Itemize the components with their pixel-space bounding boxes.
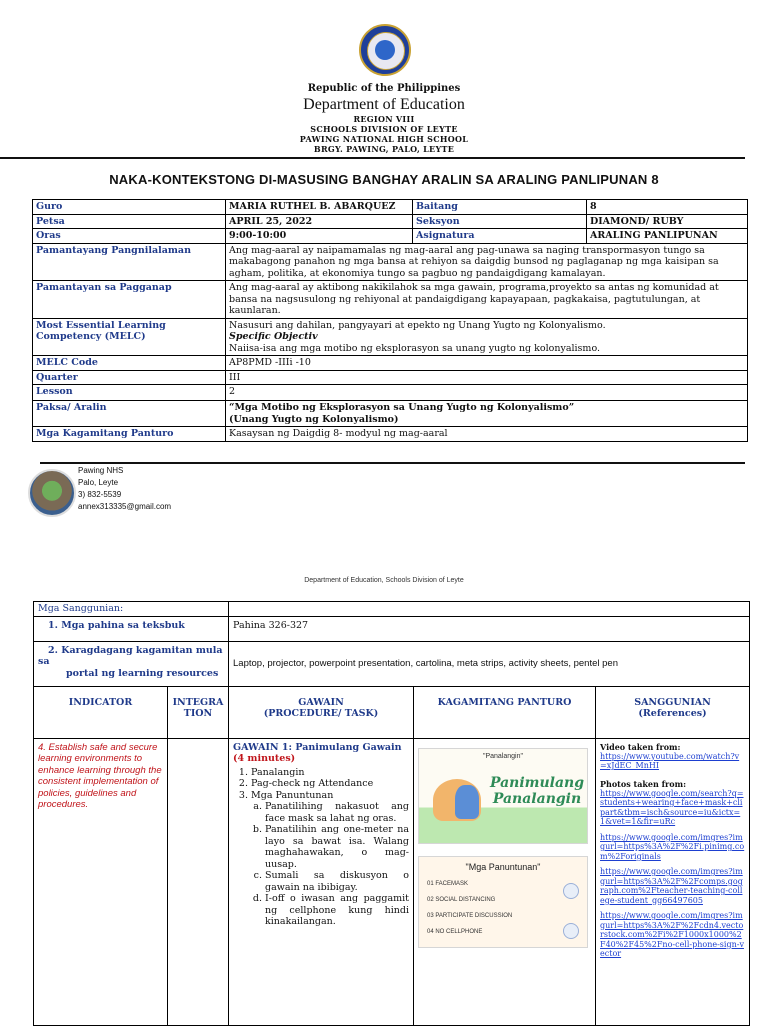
- footer-school: Pawing NHS: [78, 466, 124, 475]
- sanggunian-cell: [596, 738, 750, 1025]
- melc-label: Most Essential Learning Competency (MELC): [33, 318, 226, 356]
- panuntunan-row-4: 04 NO CELLPHONE: [427, 929, 483, 935]
- sanggunian-empty: [229, 602, 750, 617]
- paksa-value-subtitle: (Unang Yugto ng Kolonyalismo): [229, 413, 399, 425]
- indicator-cell: [34, 738, 168, 1025]
- additional-materials-line1: 2. Karagdagang kagamitan mula: [48, 644, 223, 656]
- additional-materials-value: Laptop, projector, powerpoint presentation, cartolina, meta strips, activity sheets, pentel pen: [229, 641, 750, 686]
- panuntunan-row-2: 02 SOCIAL DISTANCING: [427, 897, 496, 903]
- rule-a: a. Panatilihing nakasuot ang face mask sa lahat ng oras.: [265, 801, 409, 824]
- paksa-cell: [226, 401, 748, 427]
- col-indicator: INDICATOR: [34, 686, 168, 738]
- footer-contact: [78, 465, 171, 513]
- footer-email: annex313335@gmail.com: [78, 502, 172, 511]
- panalangin-slide-image: [418, 748, 588, 844]
- lesson-label: Lesson: [33, 385, 226, 401]
- photo-link-2[interactable]: https://www.google.com/imgres?imgurl=https%3A%2F%2Fi.pinimg.com%2Foriginals: [600, 832, 745, 861]
- document-title: NAKA-KONTEKSTONG DI-MASUSING BANGHAY ARALIN SA ARALING PANLIPUNAN 8: [109, 172, 659, 187]
- sanggunian-label: Mga Sanggunian:: [34, 602, 229, 617]
- panuntunan-row-3: 03 PARTICIPATE DISCUSSION: [427, 913, 513, 919]
- lesson-info-table: [32, 199, 748, 442]
- col-integration: INTEGRA TION: [168, 686, 229, 738]
- additional-materials-label: [34, 641, 229, 686]
- praying-child-illustration-2: [455, 785, 479, 819]
- video-label: Video taken from:: [600, 741, 681, 752]
- pagganap-label: Pamantayan sa Pagganap: [33, 281, 226, 319]
- photo-link-1[interactable]: https://www.google.com/search?q=students+wearing+face+mask+clipart&tbm=isch&source=iu&ictx=1&vet=1&fir=uRc: [600, 788, 744, 826]
- indicator-text: 4. Establish safe and secure learning environments to enhance learning through the consistent implementation of policies, guidelines and procedures.: [38, 741, 162, 810]
- header-divider: [0, 157, 745, 159]
- step-panalangin-text: Panalangin: [251, 766, 305, 778]
- gawain-cell: [229, 738, 414, 1025]
- col-gawain-title: GAWAIN: [298, 696, 344, 708]
- oras-label: Oras: [33, 229, 226, 244]
- additional-materials-line2: sa: [38, 656, 50, 667]
- header-division: SCHOOLS DIVISION OF LEYTE: [310, 124, 458, 134]
- melc-cell: [226, 318, 748, 356]
- kagamitan-label: Mga Kagamitang Panturo: [33, 427, 226, 442]
- header-department: Department of Education: [303, 96, 465, 113]
- petsa-value: APRIL 25, 2022: [226, 214, 413, 229]
- col-sanggunian: [596, 686, 750, 738]
- guro-value: MARIA RUTHEL B. ABARQUEZ: [226, 200, 413, 215]
- header-address: BRGY. PAWING, PALO, LEYTE: [313, 144, 455, 154]
- no-cellphone-icon: [563, 923, 579, 939]
- seksyon-label: Seksyon: [413, 214, 587, 229]
- melc-code-label: MELC Code: [33, 356, 226, 371]
- additional-materials-line3: portal ng learning resources: [66, 667, 219, 679]
- panuntunan-list: [251, 801, 409, 928]
- col-gawain: [229, 686, 414, 738]
- mask-icon: [563, 883, 579, 899]
- asignatura-value: ARALING PANLIPUNAN: [587, 229, 748, 244]
- rule-b: b. Panatilihin ang one-meter na layo sa bawat isa. Walang maghahawakan, o mag-uusap.: [265, 824, 409, 870]
- col-sanggunian-title: SANGGUNIAN: [634, 696, 711, 708]
- specific-objective-label: Specific Objectiv: [229, 331, 318, 342]
- step-attendance: [251, 778, 409, 790]
- baitang-value: 8: [587, 200, 748, 215]
- asignatura-label: Asignatura: [413, 229, 587, 244]
- header-republic: Republic of the Philippines: [307, 83, 461, 94]
- textbook-pages-value: Pahina 326-327: [229, 616, 750, 641]
- quarter-value: III: [226, 370, 748, 385]
- step-panalangin: [251, 767, 409, 779]
- photo-link-4[interactable]: https://www.google.com/imgres?imgurl=https%3A%2F%2Fcdn4.vectorstock.com%2Fi%2F1000x1000%2F40%2F45%2Fno-cell-phone-sign-vector: [600, 911, 744, 958]
- quarter-label: Quarter: [33, 370, 226, 385]
- video-link[interactable]: https://www.youtube.com/watch?v=xJdEC_MnHI: [600, 751, 740, 770]
- oras-value: 9:00-10:00: [226, 229, 413, 244]
- step-panuntunan: [251, 790, 409, 928]
- kagamitan-value: Kasaysan ng Daigdig 8- modyul ng mag-aaral: [226, 427, 748, 442]
- footer-phone: 3) 832-5539: [78, 490, 122, 499]
- pagganap-value: Ang mag-aaral ay aktibong nakikilahok sa mga gawain, programa,proyekto sa antas ng komunidad at bansa na nagsusulong ng rehiyonal at pandaigdigang kapayapaan, pagkakaisa, pagtutulungan, at kaunlaran.: [226, 281, 748, 319]
- panuntunan-slide-caption: "Mga Panuntunan": [465, 862, 541, 872]
- pangnilalaman-value: Ang mag-aaral ay naipamamalas ng mag-aaral ang pag-unawa sa naging transpormasyon tungo sa makabagong panahon ng mga bansa at rehiyon sa daigdig bunsod ng paglaganap ng mga kaisipan sa agham, politika, at ekonomiya tungo sa pagbuo ng pandaigdigang kamalayan.: [226, 243, 748, 281]
- school-logo: [28, 469, 76, 517]
- textbook-pages-label: 1. Mga pahina sa teksbuk: [34, 616, 229, 641]
- footer-divider: [40, 462, 745, 464]
- panuntunan-slide-image: [418, 856, 588, 948]
- step-panuntunan-text: Mga Panuntunan: [251, 789, 334, 801]
- petsa-label: Petsa: [33, 214, 226, 229]
- panalangin-slide-title: Panimulang Panalangin: [489, 775, 585, 807]
- col-kagamitan: KAGAMITANG PANTURO: [414, 686, 596, 738]
- gawain-steps: [233, 767, 409, 928]
- gawain-time: (4 minutes): [233, 753, 296, 764]
- panalangin-slide-caption: "Panalangin": [482, 753, 523, 760]
- step-attendance-text: Pag-check ng Attendance: [251, 778, 374, 789]
- photo-link-3[interactable]: https://www.google.com/imgres?imgurl=https%3A%2F%2Fcomps.gograph.com%2Fteacher-teaching-college-student_gg66497605: [600, 867, 743, 905]
- header-region: REGION VIII: [353, 114, 415, 124]
- pangnilalaman-label: Pamantayang Pangnilalaman: [33, 243, 226, 281]
- col-sanggunian-sub: (References): [638, 708, 707, 719]
- header-school: PAWING NATIONAL HIGH SCHOOL: [299, 134, 469, 144]
- photos-label: Photos taken from:: [600, 778, 687, 789]
- lesson-value: 2: [226, 385, 748, 401]
- footer-caption: Department of Education, Schools Division of Leyte: [304, 577, 464, 584]
- melc-code-value: AP8PMD -IIIi -10: [226, 356, 748, 371]
- footer-place: Palo, Leyte: [78, 478, 119, 487]
- rule-d: d. I-off o iwasan ang paggamit ng cellphone kung hindi kinakailangan.: [265, 893, 409, 928]
- lesson-plan-table: [33, 601, 750, 1026]
- deped-seal-logo: [359, 24, 411, 76]
- paksa-value-title: “Mga Motibo ng Eksplorasyon sa Unang Yugto ng Kolonyalismo”: [229, 402, 575, 413]
- paksa-label: Paksa/ Aralin: [33, 401, 226, 427]
- melc-value: Nasusuri ang dahilan, pangyayari at epekto ng Unang Yugto ng Kolonyalismo.: [229, 319, 606, 331]
- guro-label: Guro: [33, 200, 226, 215]
- baitang-label: Baitang: [413, 200, 587, 215]
- panuntunan-row-1: 01 FACEMASK: [427, 881, 469, 887]
- rule-c: c. Sumali sa diskusyon o gawain na ibibigay.: [265, 870, 409, 893]
- integration-cell: [168, 738, 229, 1025]
- gawain-title: GAWAIN 1: Panimulang Gawain: [233, 741, 402, 753]
- seksyon-value: DIAMOND/ RUBY: [587, 214, 748, 229]
- specific-objective-value: Naiisa-isa ang mga motibo ng eksplorasyon sa unang yugto ng kolonyalismo.: [229, 342, 601, 354]
- col-gawain-sub: (PROCEDURE/ TASK): [263, 708, 379, 719]
